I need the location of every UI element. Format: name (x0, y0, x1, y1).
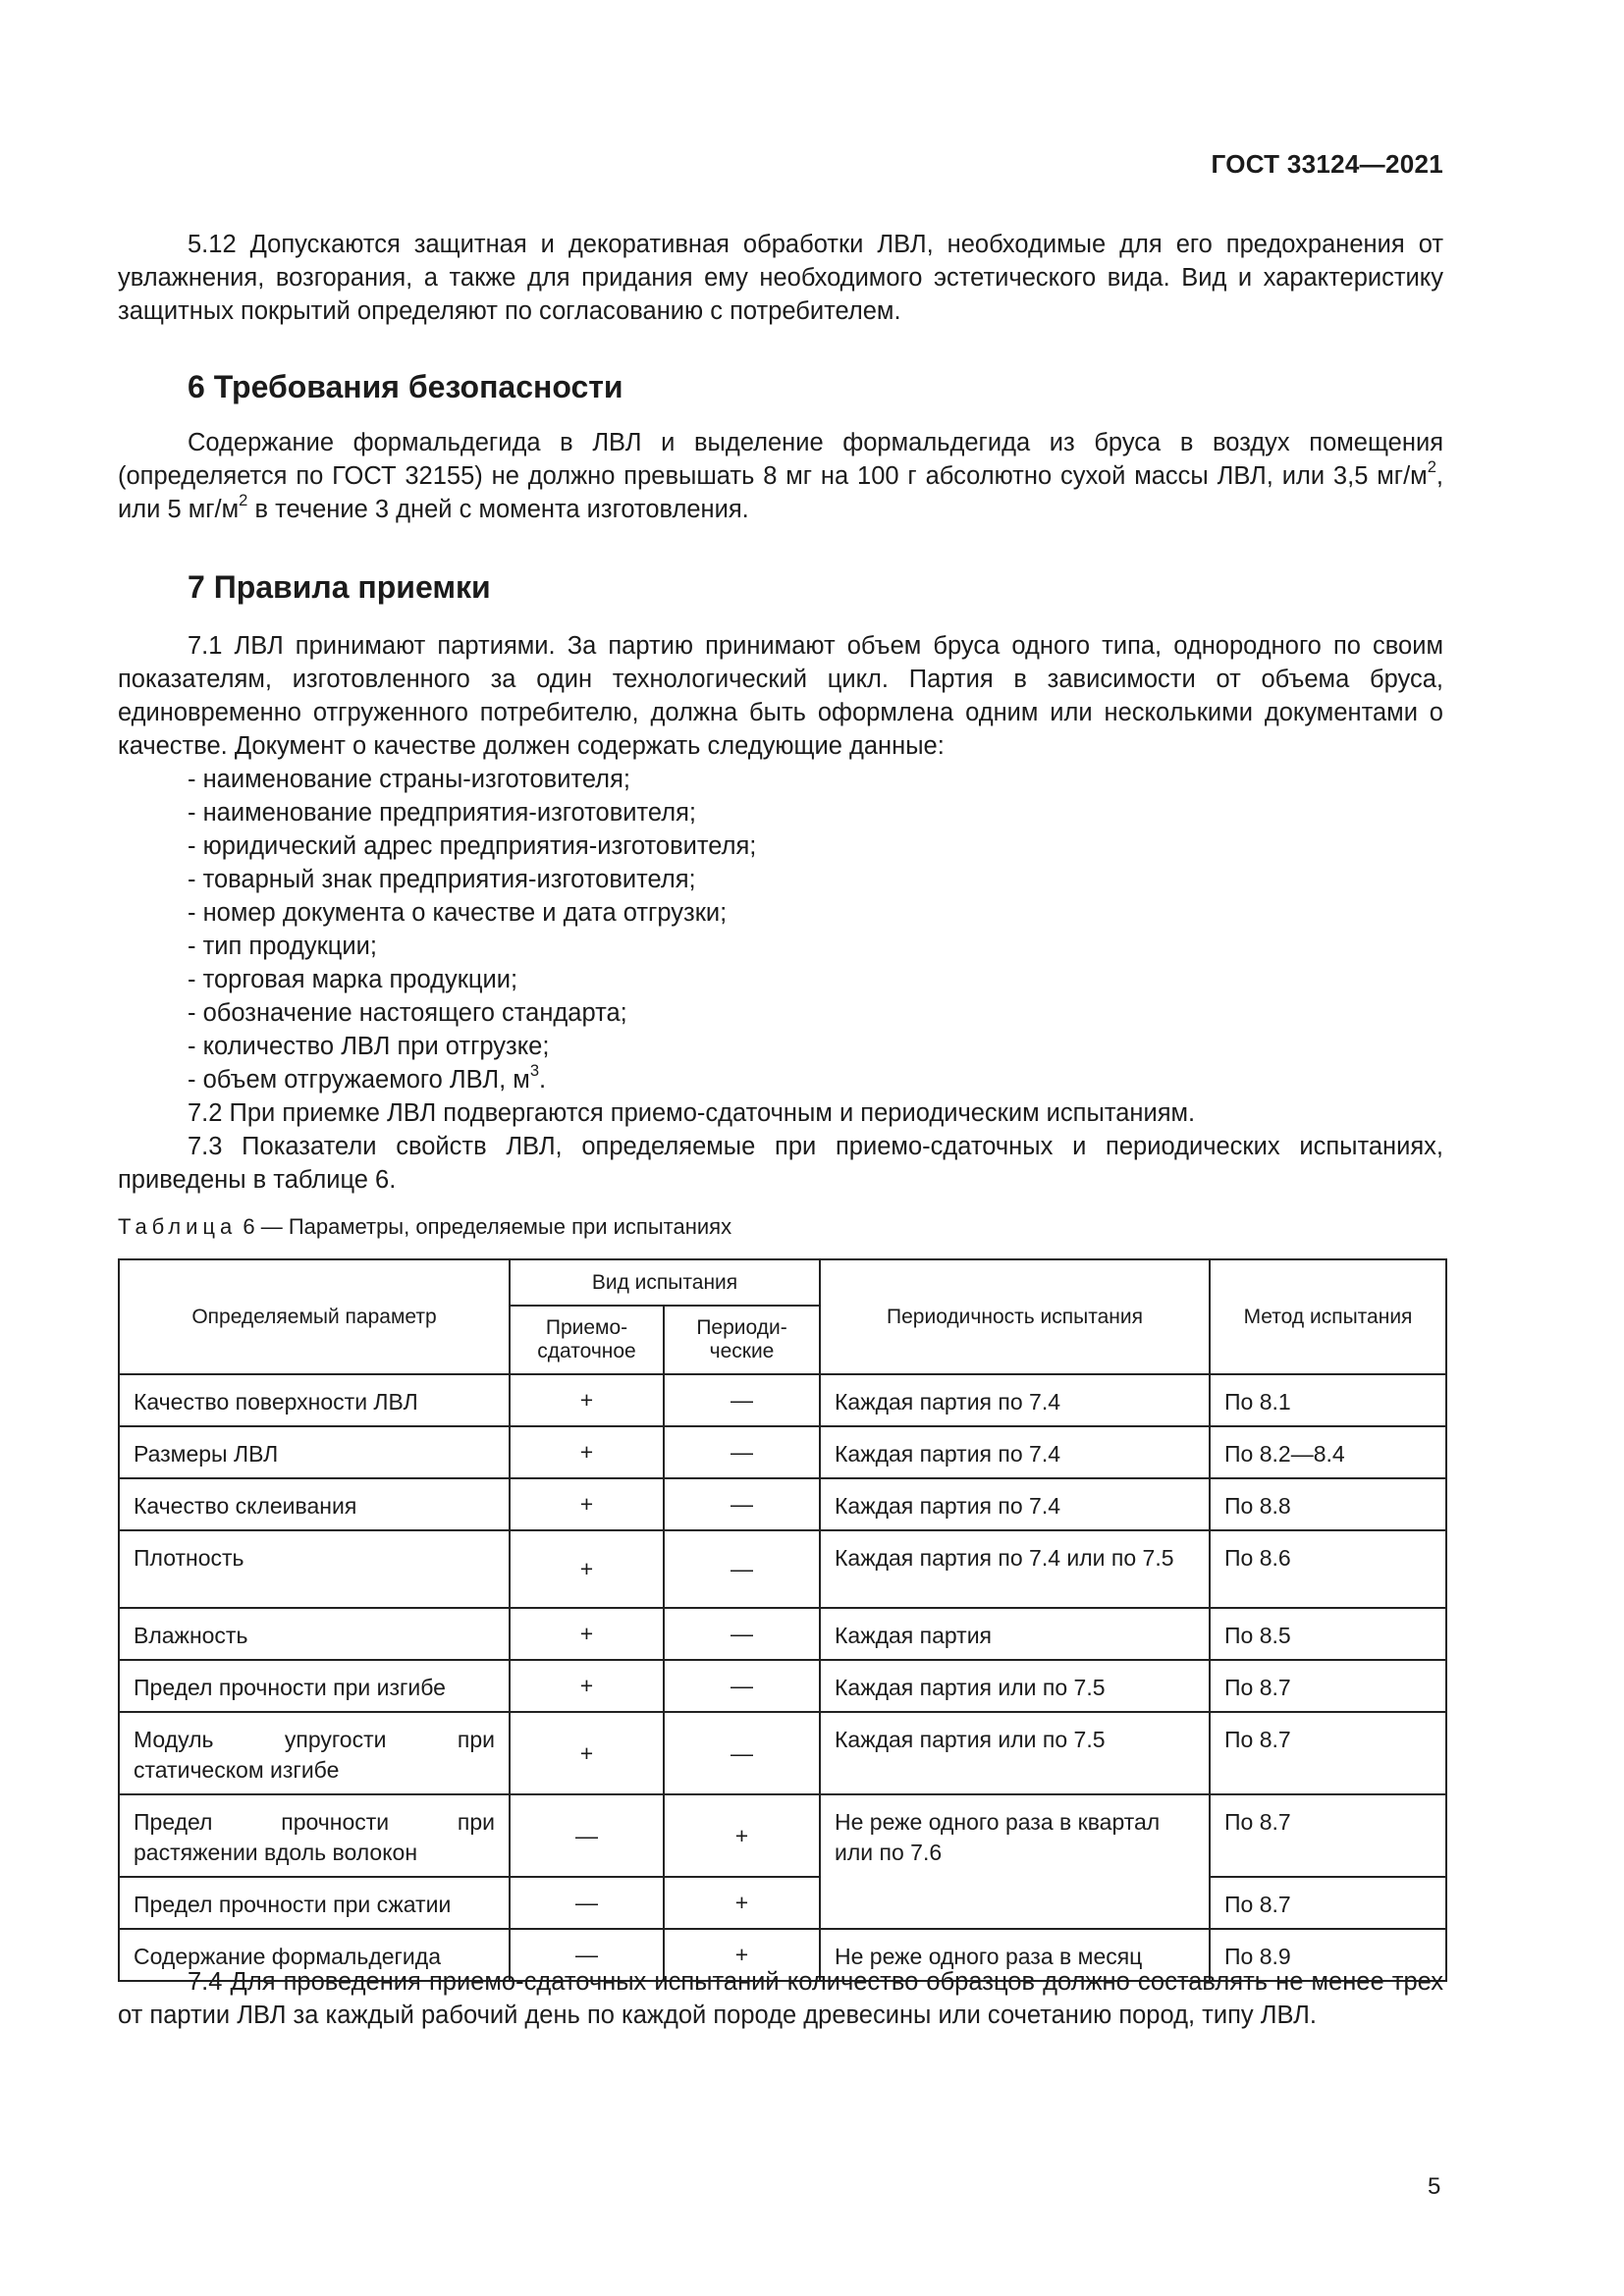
table-row (119, 1660, 1446, 1712)
paragraph-7-1: 7.1 ЛВЛ принимают партиями. За партию принимают объем бруса одного типа, однородного по своим показателям, изготовленного за один технологический цикл. Партия в зависимости от объема бруса, единовременно отгруженного потребителю, должна быть оформлена одним или несколькими документами о качестве. Документ о качестве должен содержать следующие данные: (118, 632, 1443, 760)
section-7-block (118, 629, 1443, 1197)
cell-frequency: Каждая партия по 7.4 (820, 1426, 1210, 1478)
paragraph-7-4 (118, 1965, 1443, 2032)
cell-acceptance: + (510, 1478, 664, 1530)
paragraph-7-2: 7.2 При приемке ЛВЛ подвергаются приемо-сдаточным и периодическим испытаниям. (188, 1099, 1196, 1127)
text-part: Содержание формальдегида в ЛВЛ и выделение формальдегида из бруса в воздух помещения (определяется по ГОСТ 32155) не должно превышать 8 мг на 100 г абсолютно сухой массы ЛВЛ, или 3,5 мг/м (118, 429, 1443, 490)
cell-param: Предел прочности при растяжении вдоль волокон (119, 1794, 510, 1877)
cell-param: Содержание формальдегида (119, 1929, 510, 1981)
cell-acceptance: + (510, 1426, 664, 1478)
cell-frequency: Каждая партия по 7.4 (820, 1478, 1210, 1530)
cell-method: По 8.7 (1210, 1712, 1446, 1794)
cell-periodic: + (664, 1794, 820, 1877)
cell-periodic: + (664, 1877, 820, 1929)
cell-method: По 8.2—8.4 (1210, 1426, 1446, 1478)
paragraph-text (118, 426, 1443, 526)
cell-param: Влажность (119, 1608, 510, 1660)
cell-acceptance: — (510, 1929, 664, 1981)
cell-param: Модуль упругости при статическом изгибе (119, 1712, 510, 1794)
cell-param: Качество склеивания (119, 1478, 510, 1530)
cell-periodic: — (664, 1530, 820, 1608)
cell-acceptance: + (510, 1374, 664, 1426)
header-param: Определяемый параметр (119, 1259, 510, 1374)
caption-text: 6 — Параметры, определяемые при испытаниях (237, 1214, 732, 1239)
cell-acceptance: + (510, 1530, 664, 1608)
header-test-type: Вид испытания (510, 1259, 820, 1306)
cell-periodic: + (664, 1929, 820, 1981)
cell-acceptance: + (510, 1712, 664, 1794)
cell-acceptance: — (510, 1877, 664, 1929)
cell-periodic: — (664, 1374, 820, 1426)
list-item: - товарный знак предприятия-изготовителя; (188, 866, 696, 893)
list-item: - наименование предприятия-изготовителя; (188, 799, 697, 827)
cell-method: По 8.7 (1210, 1660, 1446, 1712)
table-row (119, 1608, 1446, 1660)
paragraph-7-3: 7.3 Показатели свойств ЛВЛ, определяемые при приемо-сдаточных и периодических испытаниях, приведены в таблице 6. (118, 1133, 1443, 1194)
table-row (119, 1426, 1446, 1478)
cell-param: Размеры ЛВЛ (119, 1426, 510, 1478)
table-row (119, 1530, 1446, 1608)
list-item: - количество ЛВЛ при отгрузке; (188, 1033, 550, 1060)
cell-param: Качество поверхности ЛВЛ (119, 1374, 510, 1426)
section-6-heading: 6 Требования безопасности (188, 369, 623, 404)
section-7-heading: 7 Правила приемки (188, 569, 491, 605)
header-periodic: Периоди-ческие (664, 1306, 820, 1374)
cell-method: По 8.6 (1210, 1530, 1446, 1608)
list-item: - юридический адрес предприятия-изготовителя; (188, 832, 757, 860)
cell-acceptance: + (510, 1660, 664, 1712)
cell-frequency: Не реже одного раза в квартал или по 7.6 (820, 1794, 1210, 1929)
cell-frequency: Каждая партия по 7.4 или по 7.5 (820, 1530, 1210, 1608)
list-item: - наименование страны-изготовителя; (188, 766, 630, 793)
cell-periodic: — (664, 1608, 820, 1660)
superscript: 2 (1427, 457, 1436, 477)
table-row (119, 1478, 1446, 1530)
text-part: , или 5 мг/м (118, 462, 1443, 523)
table-caption (118, 1214, 731, 1240)
cell-frequency: Не реже одного раза в месяц (820, 1929, 1210, 1981)
table-row (119, 1877, 1446, 1929)
list-item: - торговая марка продукции; (188, 966, 518, 993)
list-item: - тип продукции; (188, 933, 377, 960)
cell-acceptance: + (510, 1608, 664, 1660)
list-item (118, 1063, 1443, 1096)
cell-method: По 8.7 (1210, 1794, 1446, 1877)
standard-code: ГОСТ 33124—2021 (1211, 149, 1443, 179)
cell-param: Предел прочности при сжатии (119, 1877, 510, 1929)
paragraph-5-12 (118, 228, 1443, 328)
header-acceptance: Приемо-сдаточное (510, 1306, 664, 1374)
header-method: Метод испытания (1210, 1259, 1446, 1374)
cell-periodic: — (664, 1660, 820, 1712)
list-item: - обозначение настоящего стандарта; (188, 999, 627, 1027)
cell-method: По 8.9 (1210, 1929, 1446, 1981)
cell-frequency: Каждая партия или по 7.5 (820, 1712, 1210, 1794)
list-item: - номер документа о качестве и дата отгрузки; (188, 899, 728, 927)
cell-periodic: — (664, 1478, 820, 1530)
cell-method: По 8.8 (1210, 1478, 1446, 1530)
cell-method: По 8.5 (1210, 1608, 1446, 1660)
cell-method: По 8.1 (1210, 1374, 1446, 1426)
cell-acceptance: — (510, 1794, 664, 1877)
caption-label: Таблица (118, 1214, 238, 1239)
cell-frequency: Каждая партия (820, 1608, 1210, 1660)
cell-frequency: Каждая партия по 7.4 (820, 1374, 1210, 1426)
cell-frequency: Каждая партия или по 7.5 (820, 1660, 1210, 1712)
cell-method: По 8.7 (1210, 1877, 1446, 1929)
paragraph-text: 7.4 Для проведения приемо-сдаточных испытаний количество образцов должно составлять не менее трех от партии ЛВЛ за каждый рабочий день по каждой породе древесины или сочетанию пород, типу ЛВЛ. (118, 1968, 1443, 2029)
cell-param: Плотность (119, 1530, 510, 1608)
text-part: в течение 3 дней с момента изготовления. (247, 496, 749, 523)
list-item-text: - объем отгружаемого ЛВЛ, м (188, 1066, 530, 1094)
table-row (119, 1374, 1446, 1426)
paragraph-text: 5.12 Допускаются защитная и декоративная обработки ЛВЛ, необходимые для его предохранения от увлажнения, возгорания, а также для придания ему необходимого эстетического вида. Вид и характеристику защитных покрытий определяют по согласованию с потребителем. (118, 231, 1443, 325)
parameters-table (118, 1258, 1447, 1982)
table-row (119, 1794, 1446, 1877)
superscript: 2 (239, 491, 248, 510)
table-row (119, 1712, 1446, 1794)
table-header-row (119, 1259, 1446, 1306)
page-number: 5 (1428, 2173, 1441, 2200)
list-item-end: . (539, 1066, 547, 1094)
section-6-paragraph (118, 426, 1443, 526)
superscript: 3 (529, 1061, 540, 1081)
cell-periodic: — (664, 1426, 820, 1478)
cell-param: Предел прочности при изгибе (119, 1660, 510, 1712)
cell-periodic: — (664, 1712, 820, 1794)
header-frequency: Периодичность испытания (820, 1259, 1210, 1374)
